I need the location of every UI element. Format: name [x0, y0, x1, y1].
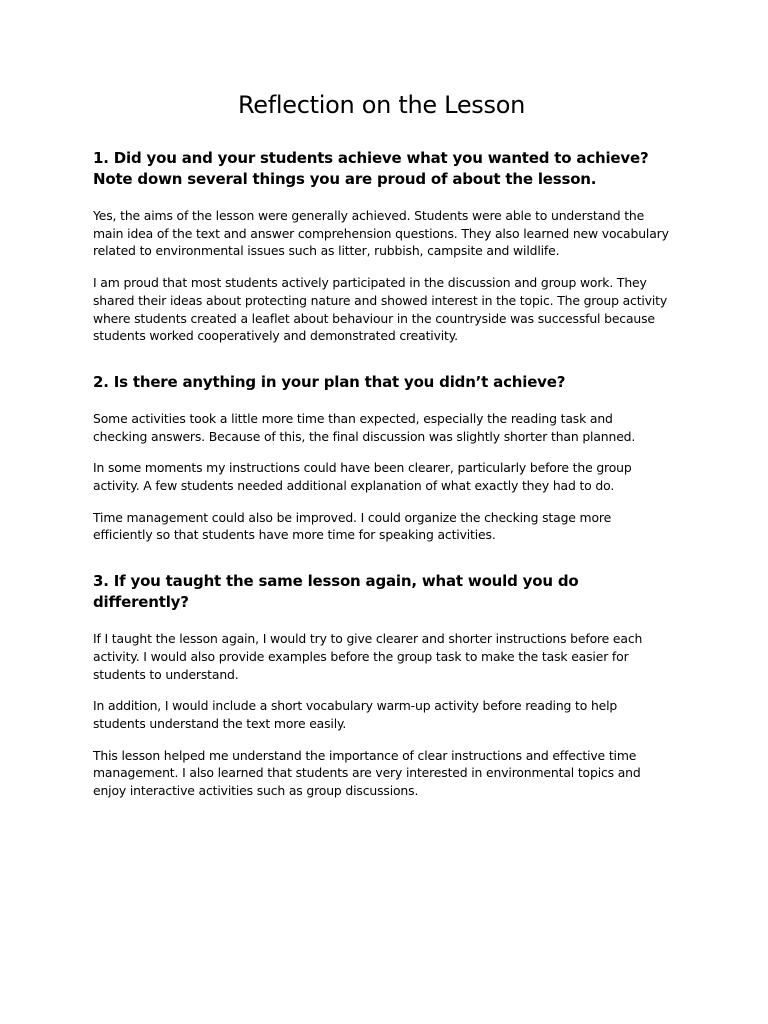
document-title: Reflection on the Lesson — [238, 91, 525, 119]
section-heading: 1. Did you and your students achieve what you wanted to achieve? Note down several things you are proud of about the lesson. — [93, 149, 649, 188]
section-heading: 3. If you taught the same lesson again, what would you do differently? — [93, 572, 579, 612]
paragraph: I am proud that most students actively participated in the discussion and group work. They shared their ideas about protecting nature and showed interest in the topic. The group activity where students created a leaflet about behaviour in the countryside was successful because students worked cooperatively and demonstrated creativity. — [93, 275, 668, 344]
paragraph: Time management could also be improved. I could organize the checking stage more efficiently so that students have more time for speaking activities. — [93, 509, 612, 543]
section-2 — [93, 372, 670, 544]
section-heading: 2. Is there anything in your plan that you didn’t achieve? — [93, 372, 566, 391]
paragraph: In some moments my instructions could have been clearer, particularly before the group activity. A few students needed additional explanation of what exactly they had to do. — [93, 460, 632, 494]
paragraph: Yes, the aims of the lesson were generally achieved. Students were able to understand the main idea of the text and answer comprehension questions. They also learned new vocabulary related to environmental issues such as litter, rubbish, campsite and wildlife. — [93, 208, 669, 259]
paragraph: If I taught the lesson again, I would try to give clearer and shorter instructions before each activity. I would also provide examples before the group task to make the task easier for students to understand. — [93, 631, 643, 682]
section-1 — [93, 148, 670, 345]
paragraph: Some activities took a little more time than expected, especially the reading task and checking answers. Because of this, the final discussion was slightly shorter than planned. — [93, 410, 636, 444]
paragraph: This lesson helped me understand the importance of clear instructions and effective time management. I also learned that students are very interested in environmental topics and enjoy interactive activities such as group discussions. — [93, 747, 641, 799]
section-3 — [93, 571, 670, 800]
paragraph: In addition, I would include a short vocabulary warm-up activity before reading to help students understand the text more easily. — [93, 698, 618, 731]
